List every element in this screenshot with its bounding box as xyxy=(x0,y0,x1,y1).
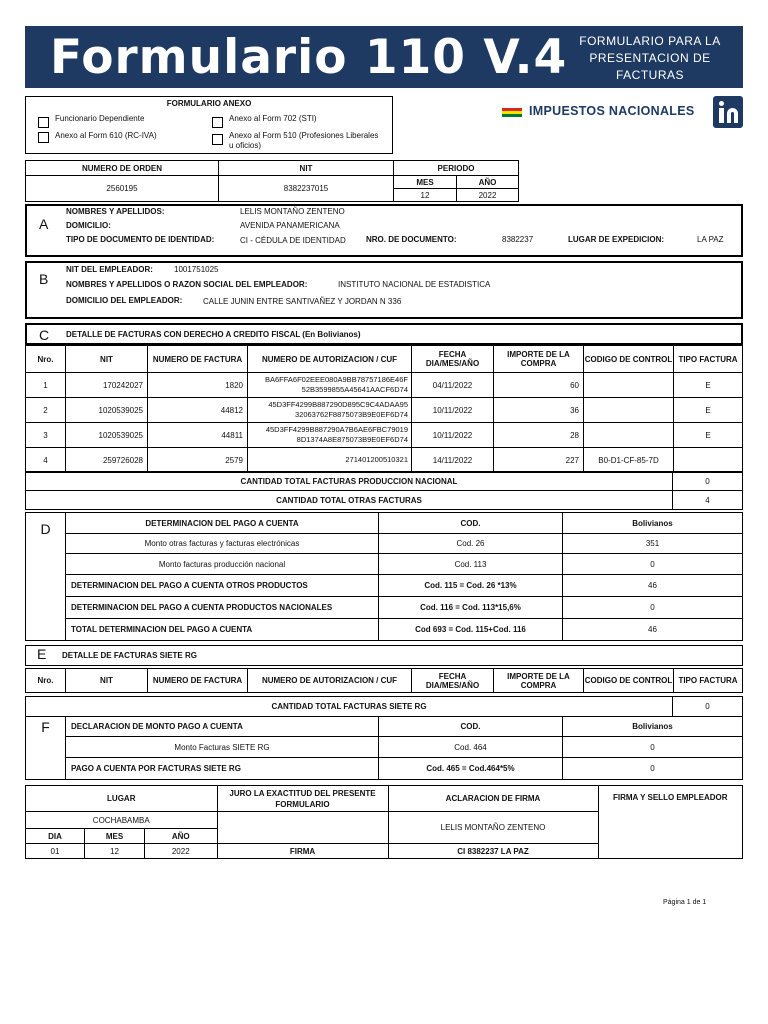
anio-label: AÑO xyxy=(457,176,519,189)
cell-nit: 1020539025 xyxy=(66,423,148,448)
col-importe: IMPORTE DE LA COMPRA xyxy=(494,346,584,373)
f-row-value: 0 xyxy=(563,758,743,780)
section-b-letter: B xyxy=(39,271,49,287)
cell-cuf: BA6FFA6F02EEE080A9BB78757186E46F 52B3599855A45641AACF6D74 xyxy=(248,373,412,398)
cell-tipo: E xyxy=(674,373,743,398)
cell-fecha: 10/11/2022 xyxy=(412,398,494,423)
mes-value: 12 xyxy=(394,189,457,202)
total-otras-label: CANTIDAD TOTAL OTRAS FACTURAS xyxy=(26,491,673,510)
tipo-doc-value: CI - CÉDULA DE IDENTIDAD xyxy=(240,236,346,245)
empleador-nit-label: NIT DEL EMPLEADOR: xyxy=(66,265,153,274)
anexo-title: FORMULARIO ANEXO xyxy=(166,99,252,108)
e-col-cuf: NUMERO DE AUTORIZACION / CUF xyxy=(248,669,412,693)
cell-cuf: 45D3FF4299B887290D895C9C4ADAA95 32063762F8875073B9E0EF6D74 xyxy=(248,398,412,423)
nro-doc-value: 8382237 xyxy=(502,235,534,244)
periodo-label: PERIODO xyxy=(394,161,519,176)
col-nit: NIT xyxy=(66,346,148,373)
d-row-value: 46 xyxy=(563,619,743,641)
d-row-label: DETERMINACION DEL PAGO A CUENTA PRODUCTOS NACIONALES xyxy=(66,597,379,619)
e-col-nit: NIT xyxy=(66,669,148,693)
cell-fecha: 14/11/2022 xyxy=(412,448,494,473)
nit-value: 8382237015 xyxy=(219,176,394,202)
nombres-value: LELIS MONTAÑO ZENTENO xyxy=(240,207,345,216)
option-form-702: Anexo al Form 702 (STI) xyxy=(229,114,317,123)
d-row-label: DETERMINACION DEL PAGO A CUENTA OTROS PRODUCTOS xyxy=(66,575,379,597)
e-col-factura: NUMERO DE FACTURA xyxy=(148,669,248,693)
form-subtitle: FORMULARIO PARA LA PRESENTACION DE FACTURAS xyxy=(579,34,721,82)
mes-label: MES xyxy=(394,176,457,189)
table-row xyxy=(26,398,743,423)
section-e-letter: E xyxy=(37,646,47,662)
siete-rg-total-value: 0 xyxy=(673,697,743,717)
lugar-exp-label: LUGAR DE EXPEDICION: xyxy=(568,235,665,244)
anio-value-firma: 2022 xyxy=(145,844,218,859)
cell-tipo: E xyxy=(674,423,743,448)
col-factura: NUMERO DE FACTURA xyxy=(148,346,248,373)
cell-cuf: 271401200510321 xyxy=(248,448,412,473)
mes-label-firma: MES xyxy=(85,829,145,844)
domicilio-label: DOMICILIO: xyxy=(66,221,111,230)
firma-table xyxy=(25,785,743,859)
cell-factura: 2579 xyxy=(148,448,248,473)
f-row-label: PAGO A CUENTA POR FACTURAS SIETE RG xyxy=(66,758,379,780)
cell-nro: 3 xyxy=(26,423,66,448)
lugar-exp-value: LA PAZ xyxy=(697,235,724,244)
e-col-nro: Nro. xyxy=(26,669,66,693)
siete-rg-table xyxy=(25,668,743,693)
option-form-610: Anexo al Form 610 (RC-IVA) xyxy=(55,131,157,140)
cell-codigo xyxy=(584,423,674,448)
numero-orden-label: NUMERO DE ORDEN xyxy=(26,161,219,176)
section-f-letter: F xyxy=(26,717,66,780)
cell-nit: 170242027 xyxy=(66,373,148,398)
cell-importe: 60 xyxy=(494,373,584,398)
cell-codigo: B0-D1-CF-85-7D xyxy=(584,448,674,473)
cell-nro: 1 xyxy=(26,373,66,398)
f-row-value: 0 xyxy=(563,737,743,758)
lugar-value: COCHABAMBA xyxy=(26,812,218,829)
f-row-label: Monto Facturas SIETE RG xyxy=(66,737,379,758)
d-row-value: 46 xyxy=(563,575,743,597)
firma-label: FIRMA xyxy=(217,844,388,859)
cell-importe: 227 xyxy=(494,448,584,473)
aclaracion-label: ACLARACION DE FIRMA xyxy=(388,786,598,812)
mes-value-firma: 12 xyxy=(85,844,145,859)
col-cuf: NUMERO DE AUTORIZACION / CUF xyxy=(248,346,412,373)
f-col-bolivianos: Bolivianos xyxy=(563,717,743,737)
f-col-declaracion: DECLARACION DE MONTO PAGO A CUENTA xyxy=(66,717,379,737)
f-row-cod: Cod. 464 xyxy=(379,737,563,758)
section-f-table xyxy=(25,716,743,780)
domicilio-value: AVENIDA PANAMERICANA xyxy=(240,221,340,230)
col-nro: Nro. xyxy=(26,346,66,373)
cell-tipo xyxy=(674,448,743,473)
section-c-title: DETALLE DE FACTURAS CON DERECHO A CREDITO FISCAL (En Bolivianos) xyxy=(66,330,361,339)
d-row-cod: Cod. 113 xyxy=(379,554,563,575)
empleador-nit-value: 1001751025 xyxy=(174,265,219,274)
d-row-value: 0 xyxy=(563,597,743,619)
lugar-label: LUGAR xyxy=(26,786,218,812)
form-title: Formulario 110 V.4 xyxy=(50,30,568,85)
d-row-label: TOTAL DETERMINACION DEL PAGO A CUENTA xyxy=(66,619,379,641)
siete-rg-total-label: CANTIDAD TOTAL FACTURAS SIETE RG xyxy=(26,697,673,717)
d-col-cod: COD. xyxy=(379,513,563,534)
table-row xyxy=(26,448,743,473)
checkbox-form-610[interactable] xyxy=(38,132,49,143)
cell-nit: 1020539025 xyxy=(66,398,148,423)
col-codigo: CODIGO DE CONTROL xyxy=(584,346,674,373)
cell-codigo xyxy=(584,373,674,398)
cell-tipo: E xyxy=(674,398,743,423)
d-row-value: 351 xyxy=(563,534,743,554)
anio-value: 2022 xyxy=(457,189,519,202)
numero-orden-value: 2560195 xyxy=(26,176,219,202)
ident-table xyxy=(25,160,519,202)
cell-factura: 1820 xyxy=(148,373,248,398)
d-row-cod: Cod 693 = Cod. 115+Cod. 116 xyxy=(379,619,563,641)
brand-name: IMPUESTOS NACIONALES xyxy=(529,104,695,118)
e-col-tipo: TIPO FACTURA xyxy=(674,669,743,693)
checkbox-funcionario[interactable] xyxy=(38,117,49,128)
f-row-cod: Cod. 465 = Cod.464*5% xyxy=(379,758,563,780)
cell-nro: 2 xyxy=(26,398,66,423)
facturas-table xyxy=(25,345,743,473)
section-e-title: DETALLE DE FACTURAS SIETE RG xyxy=(62,651,197,660)
col-fecha: FECHA DIA/MES/AÑO xyxy=(412,346,494,373)
d-col-bolivianos: Bolivianos xyxy=(563,513,743,534)
d-row-cod: Cod. 115 = Cod. 26 *13% xyxy=(379,575,563,597)
option-funcionario: Funcionario Dependiente xyxy=(55,114,145,123)
impuestos-logo-icon xyxy=(713,96,743,128)
cell-factura: 44812 xyxy=(148,398,248,423)
d-row-label: Monto facturas producción nacional xyxy=(66,554,379,575)
section-d-table xyxy=(25,512,743,641)
dia-value: 01 xyxy=(26,844,85,859)
sello-label: FIRMA Y SELLO EMPLEADOR xyxy=(598,786,742,859)
cell-importe: 36 xyxy=(494,398,584,423)
cell-fecha: 04/11/2022 xyxy=(412,373,494,398)
f-col-cod: COD. xyxy=(379,717,563,737)
cell-factura: 44811 xyxy=(148,423,248,448)
checkbox-form-702[interactable] xyxy=(212,117,223,128)
col-tipo: TIPO FACTURA xyxy=(674,346,743,373)
d-row-value: 0 xyxy=(563,554,743,575)
razon-social-label: NOMBRES Y APELLIDOS O RAZON SOCIAL DEL EMPLEADOR: xyxy=(66,280,308,289)
cell-cuf: 45D3FF4299B887290A7B6AE6FBC79019 8D1374A8E875073B9E0EF6D74 xyxy=(248,423,412,448)
cell-nro: 4 xyxy=(26,448,66,473)
ci-value: CI 8382237 LA PAZ xyxy=(388,844,598,859)
e-col-codigo: CODIGO DE CONTROL xyxy=(584,669,674,693)
section-a-letter: A xyxy=(39,216,49,232)
total-otras-value: 4 xyxy=(673,491,743,510)
section-c-letter: C xyxy=(39,327,50,343)
cell-importe: 28 xyxy=(494,423,584,448)
e-col-fecha: FECHA DIA/MES/AÑO xyxy=(412,669,494,693)
tipo-doc-label: TIPO DE DOCUMENTO DE IDENTIDAD: xyxy=(66,235,215,244)
cell-fecha: 10/11/2022 xyxy=(412,423,494,448)
d-col-determinacion: DETERMINACION DEL PAGO A CUENTA xyxy=(66,513,379,534)
page-number: Página 1 de 1 xyxy=(663,899,707,906)
razon-social-value: INSTITUTO NACIONAL DE ESTADISTICA xyxy=(338,280,491,289)
option-form-510: Anexo al Form 510 (Profesiones Liberales u oficios) xyxy=(229,131,379,150)
d-row-cod: Cod. 116 = Cod. 113*15,6% xyxy=(379,597,563,619)
firma-space xyxy=(217,812,388,844)
anio-label-firma: AÑO xyxy=(145,829,218,844)
total-prod-label: CANTIDAD TOTAL FACTURAS PRODUCCION NACIONAL xyxy=(26,472,673,491)
nombres-label: NOMBRES Y APELLIDOS: xyxy=(66,207,165,216)
empleador-domicilio-label: DOMICILIO DEL EMPLEADOR: xyxy=(66,296,183,305)
d-row-cod: Cod. 26 xyxy=(379,534,563,554)
cell-codigo xyxy=(584,398,674,423)
nro-doc-label: NRO. DE DOCUMENTO: xyxy=(366,235,457,244)
e-col-importe: IMPORTE DE LA COMPRA xyxy=(494,669,584,693)
aclaracion-value: LELIS MONTAÑO ZENTENO xyxy=(388,812,598,844)
empleador-domicilio-value: CALLE JUNIN ENTRE SANTIVAÑEZ Y JORDAN N 336 xyxy=(203,297,402,306)
total-prod-value: 0 xyxy=(673,472,743,491)
table-row xyxy=(26,373,743,398)
checkbox-form-510[interactable] xyxy=(212,134,223,145)
facturas-totals xyxy=(25,471,743,510)
siete-rg-total xyxy=(25,696,743,717)
bolivia-flag-icon xyxy=(502,108,522,117)
table-row xyxy=(26,423,743,448)
d-row-label: Monto otras facturas y facturas electrónicas xyxy=(66,534,379,554)
juro-text: JURO LA EXACTITUD DEL PRESENTE FORMULARIO xyxy=(217,786,388,812)
nit-label: NIT xyxy=(219,161,394,176)
cell-nit: 259726028 xyxy=(66,448,148,473)
dia-label: DIA xyxy=(26,829,85,844)
section-d-letter: D xyxy=(26,513,66,641)
